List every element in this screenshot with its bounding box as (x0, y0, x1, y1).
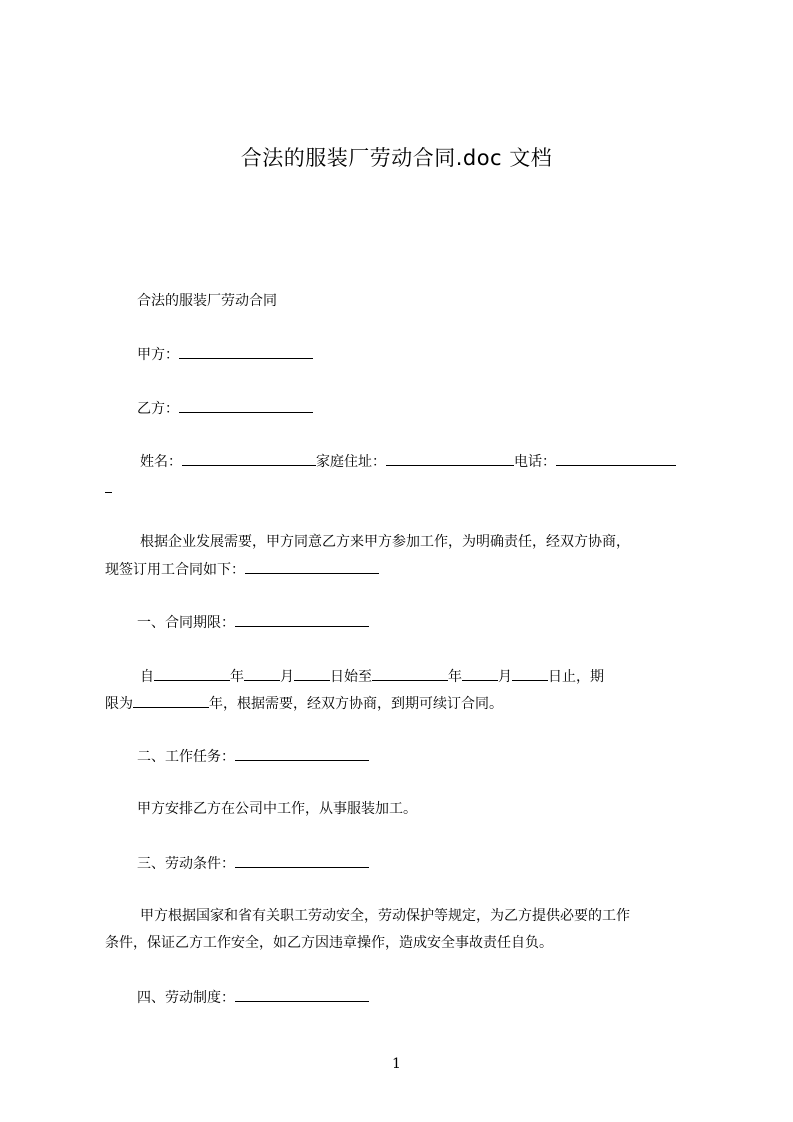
term-limit: 限为 (105, 696, 133, 712)
name-blank (182, 451, 316, 466)
party-b-label: 乙方： (137, 401, 179, 417)
section-1-blank (235, 612, 369, 627)
term-line-2 (105, 693, 503, 714)
start-month-blank (244, 666, 280, 681)
address-blank (386, 451, 514, 466)
section-4-blank (235, 987, 369, 1002)
contract-heading: 合法的服装厂劳动合同 (137, 293, 277, 309)
term-month-1: 月 (280, 669, 294, 685)
start-year-blank (154, 666, 230, 681)
start-day-blank (294, 666, 330, 681)
section-2-label: 二、工作任务： (137, 749, 235, 765)
intro-text: 现签订用工合同如下： (105, 562, 245, 578)
term-day-end: 日止，期 (548, 669, 604, 685)
page-number: 1 (392, 1056, 401, 1072)
party-a-blank (179, 344, 313, 359)
term-year-1: 年 (230, 669, 244, 685)
term-years-blank (133, 693, 209, 708)
section-2-blank (235, 746, 369, 761)
party-b-blank (179, 398, 313, 413)
term-from: 自 (140, 669, 154, 685)
party-a-line (137, 344, 313, 365)
section-3-line-1: 甲方根据国家和省有关职工劳动安全，劳动保护等规定，为乙方提供必要的工作 (140, 908, 630, 924)
end-day-blank (512, 666, 548, 681)
party-b-line (137, 398, 313, 419)
intro-line-1: 根据企业发展需要，甲方同意乙方来甲方参加工作，为明确责任，经双方协商， (140, 534, 630, 550)
term-month-2: 月 (498, 669, 512, 685)
intro-line-2 (105, 559, 379, 580)
section-2-body: 甲方安排乙方在公司中工作，从事服装加工。 (137, 801, 417, 817)
section-4-label: 四、劳动制度： (137, 990, 235, 1006)
phone-label: 电话： (514, 454, 556, 470)
document-title: 合法的服装厂劳动合同.doc 文档 (240, 146, 553, 170)
section-3-line-2: 条件，保证乙方工作安全，如乙方因违章操作，造成安全事故责任自负。 (105, 935, 553, 951)
section-1-title (137, 612, 369, 633)
name-label: 姓名： (140, 454, 182, 470)
phone-blank-continued (105, 478, 112, 499)
section-3-title (137, 853, 369, 874)
term-day-start: 日始至 (330, 669, 372, 685)
personal-info-line (140, 451, 676, 472)
intro-blank (245, 559, 379, 574)
section-1-label: 一、合同期限： (137, 615, 235, 631)
section-3-label: 三、劳动条件： (137, 856, 235, 872)
address-label: 家庭住址： (316, 454, 386, 470)
end-month-blank (462, 666, 498, 681)
party-a-label: 甲方： (137, 347, 179, 363)
end-year-blank (372, 666, 448, 681)
section-4-title (137, 987, 369, 1008)
term-year-2: 年 (448, 669, 462, 685)
term-line-1 (140, 666, 604, 687)
section-2-title (137, 746, 369, 767)
phone-blank (556, 451, 676, 466)
term-tail: 年，根据需要，经双方协商，到期可续订合同。 (209, 696, 503, 712)
section-3-blank (235, 853, 369, 868)
